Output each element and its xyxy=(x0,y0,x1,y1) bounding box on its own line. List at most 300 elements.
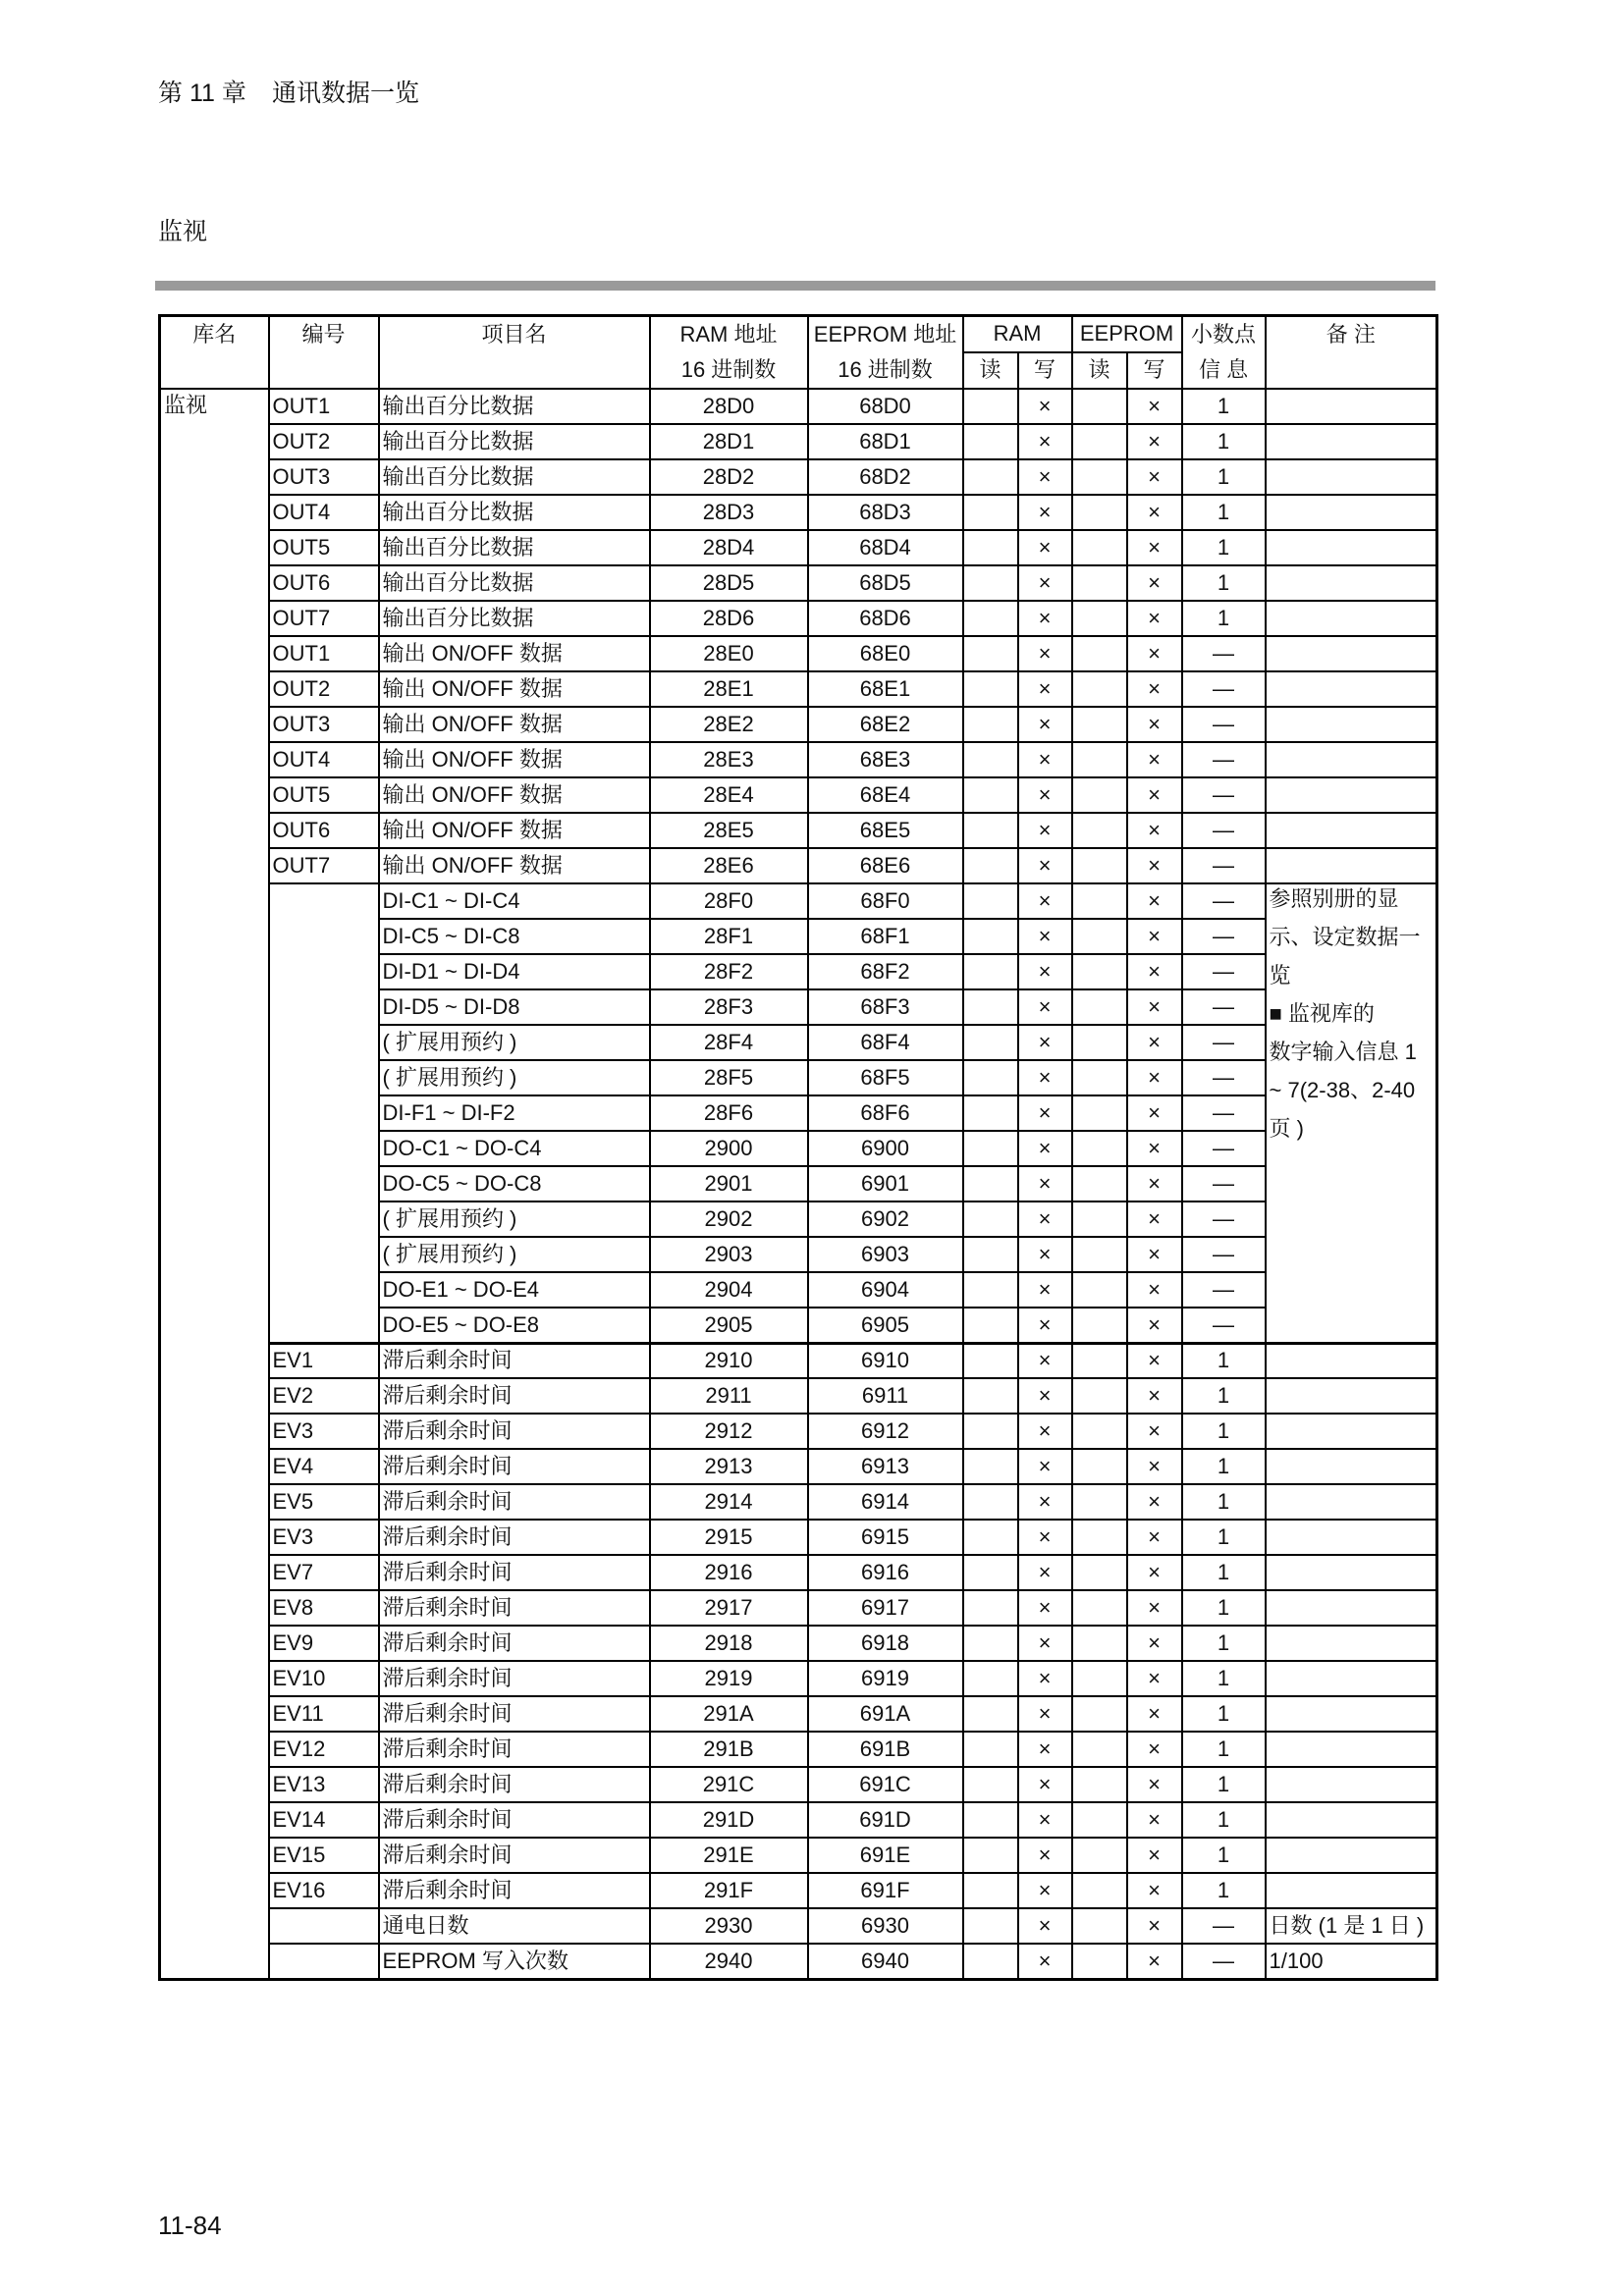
cell-ram-write: × xyxy=(1018,1767,1072,1802)
cell-number: OUT5 xyxy=(269,530,379,565)
cell-ram-read xyxy=(963,1272,1018,1308)
cell-ram-write: × xyxy=(1018,1414,1072,1449)
cell-ram-write: × xyxy=(1018,777,1072,813)
cell-ram-read xyxy=(963,1308,1018,1343)
cell-ram-write: × xyxy=(1018,530,1072,565)
cell-decimal: — xyxy=(1182,883,1266,919)
cell-ram-address: 291A xyxy=(650,1696,808,1732)
chapter-number: 第 11 章 xyxy=(158,80,246,107)
table-row xyxy=(160,707,1437,742)
cell-eeprom-write: × xyxy=(1127,989,1182,1025)
cell-ram-address: 28E1 xyxy=(650,671,808,707)
cell-ram-read xyxy=(963,777,1018,813)
cell-ram-write: × xyxy=(1018,565,1072,601)
cell-eeprom-write: × xyxy=(1127,424,1182,459)
cell-ram-read xyxy=(963,1626,1018,1661)
table-body xyxy=(160,389,1437,1979)
cell-ram-read xyxy=(963,565,1018,601)
cell-ram-address: 28F2 xyxy=(650,954,808,989)
cell-item-name: 输出 ON/OFF 数据 xyxy=(379,671,650,707)
col-header-decimal-sub: 信 息 xyxy=(1198,357,1249,382)
cell-decimal: — xyxy=(1182,1908,1266,1944)
cell-decimal: 1 xyxy=(1182,389,1266,424)
cell-eeprom-write: × xyxy=(1127,1166,1182,1201)
cell-eeprom-read xyxy=(1072,1802,1127,1838)
cell-eeprom-address: 691B xyxy=(808,1732,963,1767)
cell-item-name: DO-E5 ~ DO-E8 xyxy=(379,1308,650,1343)
cell-number: EV7 xyxy=(269,1555,379,1590)
cell-decimal: 1 xyxy=(1182,1414,1266,1449)
cell-eeprom-address: 6918 xyxy=(808,1626,963,1661)
cell-ram-address: 28F3 xyxy=(650,989,808,1025)
cell-eeprom-write: × xyxy=(1127,1590,1182,1626)
remark-line: ■ 监视库的 xyxy=(1269,1001,1375,1026)
cell-item-name: 滞后剩余时间 xyxy=(379,1767,650,1802)
table-row xyxy=(160,1696,1437,1732)
cell-ram-address: 2910 xyxy=(650,1343,808,1378)
cell-ram-read xyxy=(963,1131,1018,1166)
cell-ram-address: 2905 xyxy=(650,1308,808,1343)
cell-decimal: — xyxy=(1182,1060,1266,1095)
cell-decimal: — xyxy=(1182,671,1266,707)
cell-ram-write: × xyxy=(1018,954,1072,989)
cell-ram-address: 28E3 xyxy=(650,742,808,777)
cell-item-name: ( 扩展用预约 ) xyxy=(379,1060,650,1095)
col-header-eeprom-read: 读 xyxy=(1072,352,1127,389)
cell-eeprom-address: 6905 xyxy=(808,1308,963,1343)
cell-ram-address: 2917 xyxy=(650,1590,808,1626)
cell-eeprom-write: × xyxy=(1127,1308,1182,1343)
cell-remark xyxy=(1266,813,1437,848)
cell-eeprom-address: 68E6 xyxy=(808,848,963,883)
cell-ram-write: × xyxy=(1018,1802,1072,1838)
cell-ram-read xyxy=(963,636,1018,671)
cell-item-name: 输出百分比数据 xyxy=(379,565,650,601)
cell-ram-read xyxy=(963,1414,1018,1449)
cell-eeprom-read xyxy=(1072,1166,1127,1201)
cell-remark xyxy=(1266,389,1437,424)
table-row xyxy=(160,424,1437,459)
cell-ram-write: × xyxy=(1018,1944,1072,1979)
cell-item-name: 输出 ON/OFF 数据 xyxy=(379,813,650,848)
table-row xyxy=(160,1590,1437,1626)
cell-eeprom-write: × xyxy=(1127,1378,1182,1414)
cell-ram-write: × xyxy=(1018,1237,1072,1272)
cell-number: EV11 xyxy=(269,1696,379,1732)
remark-line: 参照别册的显 xyxy=(1269,886,1399,911)
cell-decimal: — xyxy=(1182,1095,1266,1131)
cell-remark xyxy=(1266,1767,1437,1802)
table-row xyxy=(160,742,1437,777)
cell-eeprom-read xyxy=(1072,1873,1127,1908)
cell-eeprom-read xyxy=(1072,919,1127,954)
cell-ram-read xyxy=(963,1838,1018,1873)
cell-ram-read xyxy=(963,671,1018,707)
cell-ram-write: × xyxy=(1018,1378,1072,1414)
cell-number: EV13 xyxy=(269,1767,379,1802)
col-header-decimal-label: 小数点 xyxy=(1191,322,1257,347)
cell-ram-read xyxy=(963,495,1018,530)
cell-decimal: — xyxy=(1182,989,1266,1025)
cell-eeprom-write: × xyxy=(1127,1732,1182,1767)
table-row xyxy=(160,565,1437,601)
cell-ram-write: × xyxy=(1018,1555,1072,1590)
table-row xyxy=(160,601,1437,636)
cell-decimal: — xyxy=(1182,777,1266,813)
cell-number xyxy=(269,1908,379,1944)
cell-eeprom-read xyxy=(1072,1767,1127,1802)
cell-eeprom-write: × xyxy=(1127,1696,1182,1732)
cell-number xyxy=(269,883,379,1343)
col-header-ram-address-label: RAM 地址 xyxy=(679,322,778,347)
cell-eeprom-address: 6904 xyxy=(808,1272,963,1308)
cell-eeprom-address: 691D xyxy=(808,1802,963,1838)
cell-remark xyxy=(1266,1520,1437,1555)
cell-remark xyxy=(1266,848,1437,883)
cell-decimal: — xyxy=(1182,742,1266,777)
cell-ram-read xyxy=(963,742,1018,777)
cell-eeprom-write: × xyxy=(1127,1802,1182,1838)
cell-decimal: 1 xyxy=(1182,530,1266,565)
cell-ram-read xyxy=(963,1873,1018,1908)
cell-eeprom-read xyxy=(1072,389,1127,424)
cell-ram-read xyxy=(963,1484,1018,1520)
cell-ram-read xyxy=(963,459,1018,495)
cell-eeprom-address: 68E3 xyxy=(808,742,963,777)
cell-ram-read xyxy=(963,1025,1018,1060)
cell-eeprom-address: 6930 xyxy=(808,1908,963,1944)
cell-ram-address: 28D0 xyxy=(650,389,808,424)
cell-ram-write: × xyxy=(1018,1060,1072,1095)
cell-ram-address: 28D4 xyxy=(650,530,808,565)
cell-eeprom-write: × xyxy=(1127,636,1182,671)
col-header-ram: RAM xyxy=(963,316,1072,352)
cell-ram-read xyxy=(963,389,1018,424)
cell-ram-address: 28E2 xyxy=(650,707,808,742)
cell-item-name: 输出百分比数据 xyxy=(379,530,650,565)
cell-eeprom-write: × xyxy=(1127,1555,1182,1590)
cell-eeprom-read xyxy=(1072,742,1127,777)
cell-eeprom-address: 6919 xyxy=(808,1661,963,1696)
cell-eeprom-read xyxy=(1072,1025,1127,1060)
cell-ram-address: 28D3 xyxy=(650,495,808,530)
cell-number: OUT2 xyxy=(269,671,379,707)
cell-eeprom-read xyxy=(1072,813,1127,848)
cell-ram-write: × xyxy=(1018,1201,1072,1237)
cell-item-name: 输出 ON/OFF 数据 xyxy=(379,742,650,777)
cell-item-name: ( 扩展用预约 ) xyxy=(379,1025,650,1060)
cell-eeprom-read xyxy=(1072,1449,1127,1484)
cell-eeprom-address: 68E4 xyxy=(808,777,963,813)
cell-eeprom-read xyxy=(1072,1944,1127,1979)
cell-decimal: — xyxy=(1182,1201,1266,1237)
cell-decimal: — xyxy=(1182,1272,1266,1308)
cell-ram-address: 28F1 xyxy=(650,919,808,954)
cell-ram-read xyxy=(963,954,1018,989)
cell-ram-write: × xyxy=(1018,813,1072,848)
cell-item-name: ( 扩展用预约 ) xyxy=(379,1201,650,1237)
cell-eeprom-address: 68E5 xyxy=(808,813,963,848)
cell-decimal: — xyxy=(1182,707,1266,742)
cell-ram-address: 2913 xyxy=(650,1449,808,1484)
cell-eeprom-read xyxy=(1072,848,1127,883)
cell-eeprom-write: × xyxy=(1127,1520,1182,1555)
table-row xyxy=(160,495,1437,530)
cell-eeprom-read xyxy=(1072,707,1127,742)
table-row xyxy=(160,1414,1437,1449)
cell-eeprom-write: × xyxy=(1127,707,1182,742)
cell-ram-write: × xyxy=(1018,848,1072,883)
cell-item-name: 输出 ON/OFF 数据 xyxy=(379,707,650,742)
cell-decimal: — xyxy=(1182,1308,1266,1343)
cell-ram-address: 28F0 xyxy=(650,883,808,919)
cell-ram-write: × xyxy=(1018,1308,1072,1343)
cell-eeprom-write: × xyxy=(1127,1449,1182,1484)
cell-ram-address: 2903 xyxy=(650,1237,808,1272)
cell-remark xyxy=(1266,671,1437,707)
cell-ram-write: × xyxy=(1018,1590,1072,1626)
cell-eeprom-write: × xyxy=(1127,742,1182,777)
cell-eeprom-read xyxy=(1072,1095,1127,1131)
remark-line: 示、设定数据一 xyxy=(1269,925,1421,949)
cell-eeprom-address: 6915 xyxy=(808,1520,963,1555)
col-header-number: 编号 xyxy=(269,316,379,390)
cell-item-name: 滞后剩余时间 xyxy=(379,1343,650,1378)
cell-ram-write: × xyxy=(1018,1025,1072,1060)
cell-ram-read xyxy=(963,1166,1018,1201)
cell-decimal: — xyxy=(1182,1237,1266,1272)
cell-eeprom-address: 68F6 xyxy=(808,1095,963,1131)
col-header-remark: 备 注 xyxy=(1266,316,1437,390)
cell-ram-read xyxy=(963,1661,1018,1696)
cell-remark xyxy=(1266,530,1437,565)
cell-decimal: 1 xyxy=(1182,1802,1266,1838)
table-row xyxy=(160,1908,1437,1944)
cell-remark xyxy=(1266,1661,1437,1696)
cell-remark xyxy=(1266,1626,1437,1661)
cell-remark xyxy=(1266,1802,1437,1838)
cell-ram-write: × xyxy=(1018,1166,1072,1201)
col-header-ram-address-sub: 16 进制数 xyxy=(680,357,777,382)
cell-eeprom-read xyxy=(1072,1308,1127,1343)
cell-remark xyxy=(1266,636,1437,671)
cell-eeprom-address: 6912 xyxy=(808,1414,963,1449)
cell-eeprom-write: × xyxy=(1127,1060,1182,1095)
cell-ram-write: × xyxy=(1018,601,1072,636)
cell-eeprom-address: 6914 xyxy=(808,1484,963,1520)
cell-eeprom-write: × xyxy=(1127,1873,1182,1908)
cell-ram-write: × xyxy=(1018,636,1072,671)
cell-ram-read xyxy=(963,601,1018,636)
cell-eeprom-write: × xyxy=(1127,1767,1182,1802)
cell-number: OUT6 xyxy=(269,565,379,601)
cell-eeprom-read xyxy=(1072,1060,1127,1095)
cell-eeprom-read xyxy=(1072,1661,1127,1696)
cell-item-name: 滞后剩余时间 xyxy=(379,1838,650,1873)
cell-ram-read xyxy=(963,848,1018,883)
cell-eeprom-write: × xyxy=(1127,1272,1182,1308)
cell-ram-address: 291D xyxy=(650,1802,808,1838)
cell-ram-write: × xyxy=(1018,989,1072,1025)
cell-ram-address: 291C xyxy=(650,1767,808,1802)
table-row xyxy=(160,777,1437,813)
cell-eeprom-address: 6910 xyxy=(808,1343,963,1378)
cell-number: OUT3 xyxy=(269,707,379,742)
cell-eeprom-address: 68F0 xyxy=(808,883,963,919)
cell-eeprom-write: × xyxy=(1127,1343,1182,1378)
cell-number: EV3 xyxy=(269,1414,379,1449)
cell-number: EV9 xyxy=(269,1626,379,1661)
cell-ram-write: × xyxy=(1018,1696,1072,1732)
col-header-ram-read: 读 xyxy=(963,352,1018,389)
cell-number: EV2 xyxy=(269,1378,379,1414)
cell-eeprom-write: × xyxy=(1127,389,1182,424)
cell-ram-write: × xyxy=(1018,495,1072,530)
cell-number: EV1 xyxy=(269,1343,379,1378)
cell-item-name: 输出 ON/OFF 数据 xyxy=(379,777,650,813)
col-header-ram-address xyxy=(650,316,808,390)
cell-eeprom-write: × xyxy=(1127,1237,1182,1272)
cell-ram-write: × xyxy=(1018,707,1072,742)
cell-eeprom-read xyxy=(1072,1626,1127,1661)
cell-eeprom-read xyxy=(1072,1414,1127,1449)
cell-remark xyxy=(1266,1838,1437,1873)
cell-eeprom-write: × xyxy=(1127,883,1182,919)
cell-ram-read xyxy=(963,1732,1018,1767)
cell-decimal: — xyxy=(1182,813,1266,848)
cell-item-name: 输出百分比数据 xyxy=(379,459,650,495)
cell-number: EV5 xyxy=(269,1484,379,1520)
cell-number: EV14 xyxy=(269,1802,379,1838)
cell-ram-write: × xyxy=(1018,1484,1072,1520)
col-header-eeprom-address-label: EEPROM 地址 xyxy=(813,322,957,347)
cell-eeprom-write: × xyxy=(1127,459,1182,495)
cell-ram-write: × xyxy=(1018,1732,1072,1767)
table-row xyxy=(160,1732,1437,1767)
cell-decimal: — xyxy=(1182,636,1266,671)
remark-line: 览 xyxy=(1269,963,1291,988)
cell-eeprom-write: × xyxy=(1127,1095,1182,1131)
cell-remark xyxy=(1266,1449,1437,1484)
cell-decimal: 1 xyxy=(1182,1484,1266,1520)
remark-line: 数字输入信息 1 xyxy=(1269,1040,1417,1064)
cell-eeprom-write: × xyxy=(1127,1484,1182,1520)
cell-ram-read xyxy=(963,1802,1018,1838)
cell-decimal: — xyxy=(1182,919,1266,954)
cell-number: OUT5 xyxy=(269,777,379,813)
cell-ram-read xyxy=(963,1908,1018,1944)
cell-ram-write: × xyxy=(1018,1343,1072,1378)
cell-eeprom-address: 6901 xyxy=(808,1166,963,1201)
cell-ram-read xyxy=(963,1696,1018,1732)
cell-eeprom-read xyxy=(1072,1555,1127,1590)
cell-eeprom-address: 68F4 xyxy=(808,1025,963,1060)
cell-ram-read xyxy=(963,883,1018,919)
cell-ram-address: 2911 xyxy=(650,1378,808,1414)
cell-item-name: EEPROM 写入次数 xyxy=(379,1944,650,1979)
cell-decimal: 1 xyxy=(1182,1343,1266,1378)
cell-eeprom-write: × xyxy=(1127,1944,1182,1979)
table-row xyxy=(160,1873,1437,1908)
col-header-eeprom: EEPROM xyxy=(1072,316,1182,352)
cell-item-name: DI-C5 ~ DI-C8 xyxy=(379,919,650,954)
col-header-eeprom-address-sub: 16 进制数 xyxy=(838,357,933,382)
cell-ram-read xyxy=(963,707,1018,742)
cell-eeprom-read xyxy=(1072,883,1127,919)
col-header-library: 库名 xyxy=(160,316,269,390)
cell-ram-read xyxy=(963,919,1018,954)
cell-eeprom-read xyxy=(1072,495,1127,530)
cell-eeprom-read xyxy=(1072,530,1127,565)
cell-number: OUT7 xyxy=(269,601,379,636)
table-row xyxy=(160,1802,1437,1838)
cell-remark xyxy=(1266,742,1437,777)
table-row xyxy=(160,883,1437,919)
cell-eeprom-read xyxy=(1072,565,1127,601)
cell-eeprom-address: 6903 xyxy=(808,1237,963,1272)
table-header xyxy=(160,316,1437,390)
page-number: 11-84 xyxy=(158,2211,222,2240)
cell-item-name: 滞后剩余时间 xyxy=(379,1520,650,1555)
cell-ram-address: 2914 xyxy=(650,1484,808,1520)
section-divider-bar xyxy=(155,281,1435,291)
cell-remark xyxy=(1266,1484,1437,1520)
cell-ram-read xyxy=(963,1767,1018,1802)
cell-ram-address: 291B xyxy=(650,1732,808,1767)
cell-item-name: 输出 ON/OFF 数据 xyxy=(379,636,650,671)
cell-ram-write: × xyxy=(1018,1272,1072,1308)
cell-eeprom-read xyxy=(1072,1520,1127,1555)
cell-ram-read xyxy=(963,1944,1018,1979)
table-row xyxy=(160,1944,1437,1979)
cell-remark: 1/100 xyxy=(1266,1944,1437,1979)
cell-eeprom-address: 68E2 xyxy=(808,707,963,742)
cell-ram-write: × xyxy=(1018,459,1072,495)
cell-eeprom-address: 68E0 xyxy=(808,636,963,671)
cell-eeprom-write: × xyxy=(1127,1025,1182,1060)
cell-ram-address: 291E xyxy=(650,1838,808,1873)
cell-number: EV8 xyxy=(269,1590,379,1626)
cell-eeprom-read xyxy=(1072,1590,1127,1626)
cell-eeprom-write: × xyxy=(1127,1414,1182,1449)
table-row xyxy=(160,1343,1437,1378)
table-row xyxy=(160,1838,1437,1873)
table-row xyxy=(160,1449,1437,1484)
cell-number: EV16 xyxy=(269,1873,379,1908)
cell-eeprom-write: × xyxy=(1127,565,1182,601)
cell-item-name: DI-D1 ~ DI-D4 xyxy=(379,954,650,989)
cell-eeprom-read xyxy=(1072,601,1127,636)
table-row xyxy=(160,1484,1437,1520)
table-row xyxy=(160,1767,1437,1802)
cell-remark xyxy=(1266,459,1437,495)
cell-ram-write: × xyxy=(1018,1131,1072,1166)
cell-eeprom-address: 6911 xyxy=(808,1378,963,1414)
cell-eeprom-address: 691A xyxy=(808,1696,963,1732)
cell-ram-read xyxy=(963,1060,1018,1095)
table-row xyxy=(160,1520,1437,1555)
cell-eeprom-address: 6916 xyxy=(808,1555,963,1590)
cell-item-name: DI-D5 ~ DI-D8 xyxy=(379,989,650,1025)
cell-eeprom-address: 68F3 xyxy=(808,989,963,1025)
cell-ram-address: 28D6 xyxy=(650,601,808,636)
cell-eeprom-read xyxy=(1072,1696,1127,1732)
cell-decimal: 1 xyxy=(1182,1520,1266,1555)
cell-eeprom-read xyxy=(1072,636,1127,671)
monitor-data-table xyxy=(158,314,1438,1981)
cell-eeprom-write: × xyxy=(1127,813,1182,848)
cell-ram-read xyxy=(963,1095,1018,1131)
